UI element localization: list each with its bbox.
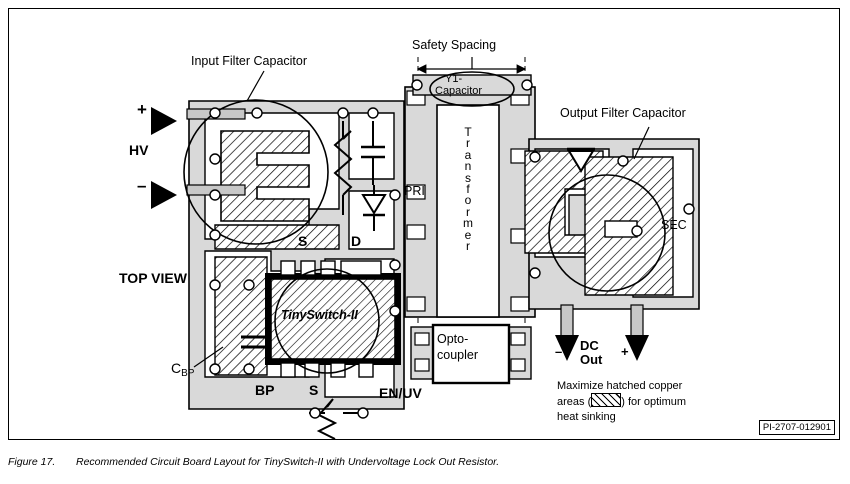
input-filter-capacitor-pad [221,131,309,221]
label-dc-minus: – [555,344,563,359]
caption-text: Recommended Circuit Board Layout for TinySwitch-II with Undervoltage Lock Out Resistor. [76,456,500,468]
label-output-filter-capacitor: Output Filter Capacitor [560,106,686,120]
label-hv: HV [129,142,149,158]
label-dc-out-line1: DC [580,338,599,353]
label-optocoupler-line1: Opto- [437,332,469,346]
label-pin-s-bottom: S [309,382,319,398]
legend-line1: Maximize hatched copper [557,380,683,392]
label-input-filter-capacitor: Input Filter Capacitor [191,54,308,68]
label-tinyswitch: TinySwitch-II [281,308,358,322]
label-dc-plus: + [621,344,629,359]
hv-plus-arrow [151,107,177,135]
label-pin-enuv: EN/UV [379,385,422,401]
label-pin-s-top: S [298,233,308,249]
label-safety-spacing: Safety Spacing [412,38,497,52]
circuit-board-layout-diagram [9,9,839,439]
label-pin-bp: BP [255,382,275,398]
hatched-copper-swatch [591,393,621,407]
figure-caption [8,456,828,468]
label-optocoupler-line2: coupler [437,348,478,362]
legend-line3: heat sinking [557,410,616,423]
legend-line2: areas ( ) for optimum [557,393,769,409]
label-y1-capacitor-line2: Capacitor [435,85,483,97]
caption-number: Figure 17. [8,456,56,468]
label-pin-d: D [351,233,362,249]
label-pri: PRI [404,184,425,198]
label-dc-out-line2: Out [580,352,603,367]
label-y1-capacitor-line1: Y1- [445,73,463,85]
legend [557,379,769,424]
part-id-label: PI-2707-012901 [759,420,835,435]
label-top-view: TOP VIEW [119,270,187,286]
label-sec: SEC [661,218,687,232]
label-hv-minus: – [137,176,147,195]
label-cbp: $C_{BP}$ [171,360,195,379]
label-transformer: T r a n s f o r m e r [463,125,473,253]
hv-minus-arrow [151,181,177,209]
figure-frame [8,8,840,440]
label-hv-plus: + [137,100,147,119]
